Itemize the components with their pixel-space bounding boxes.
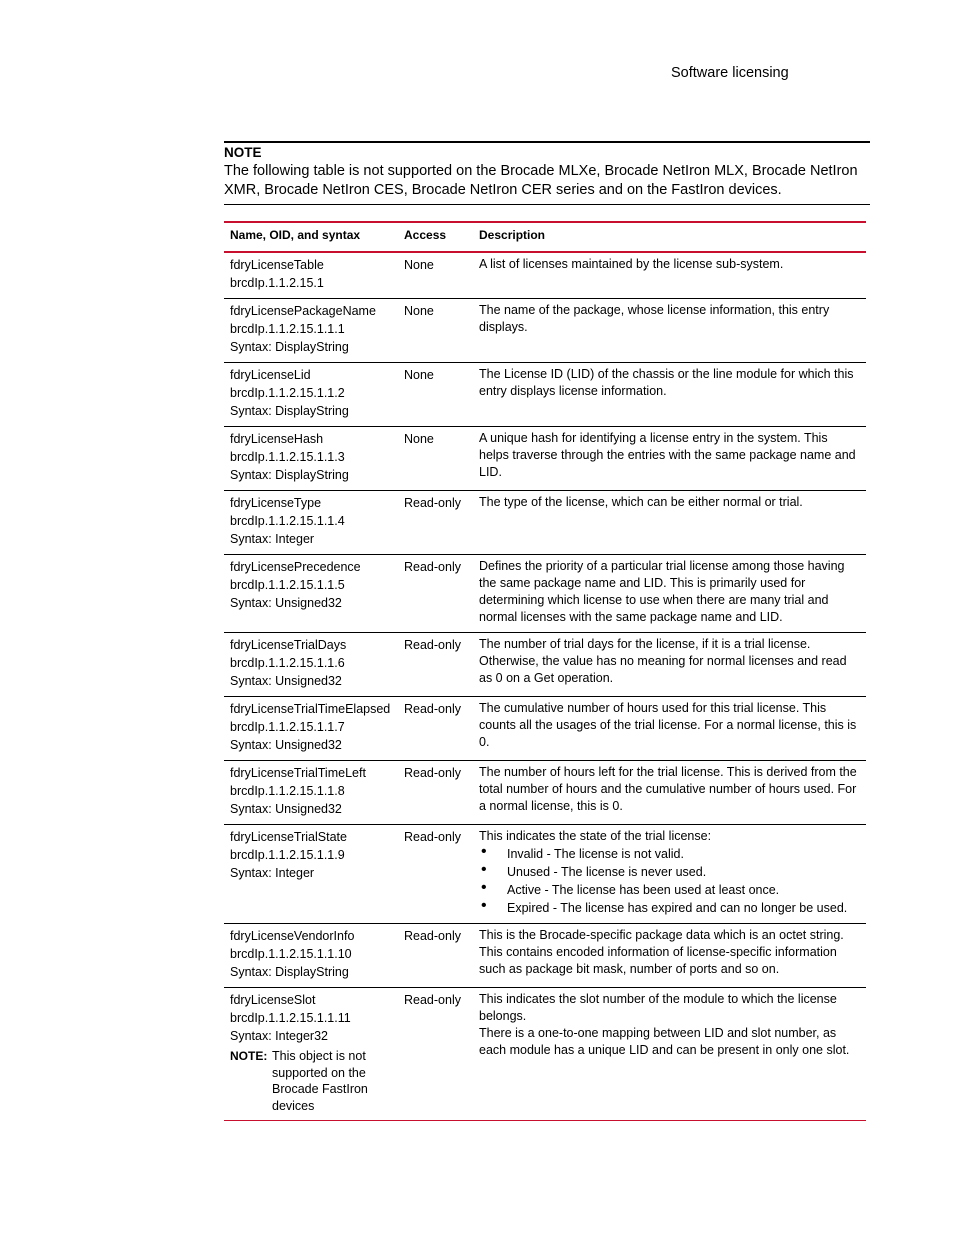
- cell-access: None: [404, 304, 434, 318]
- table-row: [224, 252, 866, 299]
- cell-description: [473, 555, 866, 633]
- page-header-section: Software licensing: [671, 65, 789, 81]
- description-paragraph: The License ID (LID) of the chassis or the line module for which this entry displays license information.: [479, 367, 854, 398]
- cell-name-oid-syntax: [224, 633, 398, 697]
- table-row: [224, 988, 866, 1121]
- object-oid: brcdIp.1.1.2.15.1.1.9: [230, 848, 345, 862]
- object-name: fdryLicenseTrialDays: [230, 638, 347, 652]
- description-paragraph: This indicates the state of the trial license:: [479, 829, 712, 843]
- object-oid: brcdIp.1.1.2.15.1.1.1: [230, 322, 345, 336]
- object-syntax: Syntax: DisplayString: [230, 404, 349, 418]
- object-name: fdryLicenseTrialTimeElapsed: [230, 702, 391, 716]
- object-oid: brcdIp.1.1.2.15.1.1.4: [230, 514, 345, 528]
- object-name: fdryLicensePackageName: [230, 304, 376, 318]
- object-syntax: Syntax: Integer: [230, 532, 315, 546]
- object-name: fdryLicenseTable: [230, 258, 324, 272]
- cell-description: [473, 491, 866, 555]
- object-syntax: Syntax: Unsigned32: [230, 674, 342, 688]
- description-paragraph: A unique hash for identifying a license entry in the system. This helps traverse through the entries with the same package name and LID.: [479, 431, 856, 479]
- object-oid: brcdIp.1.1.2.15.1.1.6: [230, 656, 345, 670]
- cell-description: [473, 825, 866, 924]
- description-paragraph: The type of the license, which can be either normal or trial.: [479, 495, 803, 509]
- cell-name-oid-syntax: [224, 988, 398, 1121]
- table-row: [224, 633, 866, 697]
- cell-access: Read-only: [404, 638, 461, 652]
- object-syntax: Syntax: Unsigned32: [230, 596, 342, 610]
- object-name: fdryLicenseHash: [230, 432, 324, 446]
- cell-description: [473, 633, 866, 697]
- object-name: fdryLicenseTrialState: [230, 830, 347, 844]
- object-name: fdryLicensePrecedence: [230, 560, 361, 574]
- list-item: • Active - The license has been used at least once.: [479, 881, 860, 899]
- object-oid: brcdIp.1.1.2.15.1.1.10: [230, 947, 352, 961]
- cell-name-oid-syntax: [224, 427, 398, 491]
- table-row: [224, 363, 866, 427]
- cell-name-oid-syntax: [224, 363, 398, 427]
- object-oid: brcdIp.1.1.2.15.1.1.3: [230, 450, 345, 464]
- cell-description: [473, 363, 866, 427]
- description-paragraph: The cumulative number of hours used for this trial license. This counts all the usages of the trial license. For a normal license, this is 0.: [479, 701, 857, 749]
- note-label: NOTE: [224, 145, 262, 160]
- object-syntax: Syntax: DisplayString: [230, 468, 349, 482]
- note-text: The following table is not supported on the Brocade MLXe, Brocade NetIron MLX, Brocade NetIron XMR, Brocade NetIron CES, Brocade NetIron CER series and on the FastIron devices.: [224, 163, 858, 198]
- cell-access: None: [404, 432, 434, 446]
- cell-note-text: This object is not supported on the Brocade FastIron devices: [272, 1049, 368, 1113]
- description-paragraph: Defines the priority of a particular trial license among those having the same package name and LID. This is primarily used for determining which license to use when there are many trial and normal licenses with the same package name and LID.: [479, 559, 845, 624]
- cell-description: [473, 697, 866, 761]
- cell-access: Read-only: [404, 702, 461, 716]
- list-item: • Invalid - The license is not valid.: [479, 845, 860, 863]
- column-header-name: Name, OID, and syntax: [230, 227, 361, 242]
- object-syntax: Syntax: DisplayString: [230, 965, 349, 979]
- list-item: • Expired - The license has expired and can no longer be used.: [479, 899, 860, 917]
- description-paragraph: A list of licenses maintained by the license sub-system.: [479, 257, 784, 271]
- object-name: fdryLicenseType: [230, 496, 322, 510]
- cell-name-oid-syntax: [224, 697, 398, 761]
- cell-access: None: [404, 368, 434, 382]
- object-syntax: Syntax: Integer32: [230, 1029, 328, 1043]
- note-top-rule: [224, 141, 870, 143]
- column-header-access: Access: [404, 227, 447, 242]
- object-oid: brcdIp.1.1.2.15.1.1.5: [230, 578, 345, 592]
- description-paragraph: This is the Brocade-specific package data which is an octet string. This contains encoded information of license-specific information such as package bit mask, number of ports and so on.: [479, 928, 844, 976]
- table-header-row: [224, 222, 866, 252]
- object-oid: brcdIp.1.1.2.15.1.1.8: [230, 784, 345, 798]
- object-oid: brcdIp.1.1.2.15.1.1.7: [230, 720, 345, 734]
- cell-access: None: [404, 258, 434, 272]
- list-item: • Unused - The license is never used.: [479, 863, 860, 881]
- cell-name-oid-syntax: [224, 252, 398, 299]
- object-syntax: Syntax: DisplayString: [230, 340, 349, 354]
- cell-description: [473, 299, 866, 363]
- object-syntax: Syntax: Unsigned32: [230, 738, 342, 752]
- cell-description: [473, 427, 866, 491]
- cell-name-oid-syntax: [224, 491, 398, 555]
- table-row: [224, 761, 866, 825]
- cell-access: Read-only: [404, 993, 461, 1007]
- table-row: [224, 697, 866, 761]
- cell-description: [473, 761, 866, 825]
- cell-description: [473, 988, 866, 1121]
- object-oid: brcdIp.1.1.2.15.1.1.2: [230, 386, 345, 400]
- cell-access: Read-only: [404, 929, 461, 943]
- cell-access: Read-only: [404, 766, 461, 780]
- cell-access: Read-only: [404, 496, 461, 510]
- description-paragraph: This indicates the slot number of the module to which the license belongs.: [479, 992, 837, 1023]
- description-paragraph: There is a one-to-one mapping between LID and slot number, as each module has a unique LID and can be present in only one slot.: [479, 1026, 850, 1057]
- object-syntax: Syntax: Unsigned32: [230, 802, 342, 816]
- table-row: [224, 427, 866, 491]
- cell-name-oid-syntax: [224, 555, 398, 633]
- object-name: fdryLicenseTrialTimeLeft: [230, 766, 366, 780]
- cell-note: [230, 1048, 392, 1114]
- cell-description: [473, 252, 866, 299]
- license-mib-table: [224, 221, 866, 1121]
- object-syntax: Syntax: Integer: [230, 866, 315, 880]
- table-row: [224, 555, 866, 633]
- object-name: fdryLicenseLid: [230, 368, 311, 382]
- description-paragraph: The name of the package, whose license information, this entry displays.: [479, 303, 830, 334]
- cell-access: Read-only: [404, 830, 461, 844]
- object-oid: brcdIp.1.1.2.15.1.1.11: [230, 1011, 351, 1025]
- object-name: fdryLicenseSlot: [230, 993, 316, 1007]
- cell-name-oid-syntax: [224, 825, 398, 924]
- description-bullet-list: [479, 845, 860, 917]
- object-oid: brcdIp.1.1.2.15.1: [230, 276, 324, 290]
- cell-name-oid-syntax: [224, 761, 398, 825]
- table-row: [224, 924, 866, 988]
- table-row: [224, 825, 866, 924]
- cell-name-oid-syntax: [224, 924, 398, 988]
- cell-description: [473, 924, 866, 988]
- column-header-description: Description: [479, 227, 546, 242]
- note-bottom-rule: [224, 204, 870, 205]
- cell-access: Read-only: [404, 560, 461, 574]
- cell-note-label: NOTE:: [230, 1049, 268, 1063]
- table-row: [224, 491, 866, 555]
- cell-name-oid-syntax: [224, 299, 398, 363]
- description-paragraph: The number of trial days for the license, if it is a trial license. Otherwise, the value has no meaning for normal licenses and read as 0 on a Get operation.: [479, 637, 847, 685]
- object-name: fdryLicenseVendorInfo: [230, 929, 355, 943]
- description-paragraph: The number of hours left for the trial license. This is derived from the total number of hours and the cumulative number of hours used. For a normal license, this is 0.: [479, 765, 857, 813]
- table-row: [224, 299, 866, 363]
